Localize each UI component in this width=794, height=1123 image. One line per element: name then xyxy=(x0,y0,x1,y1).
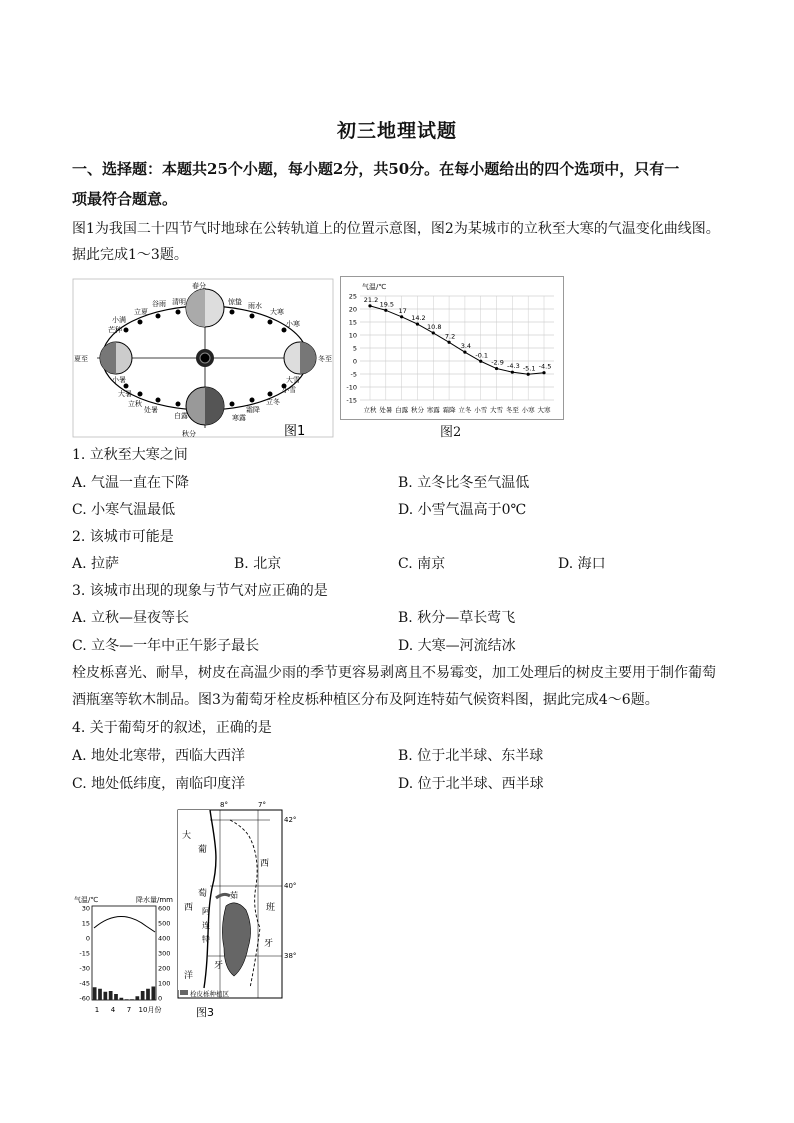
fig2-data-point xyxy=(416,322,419,325)
fig3-precip-bar xyxy=(93,987,97,1000)
fig3-xtick-1: 1 xyxy=(94,1006,100,1014)
q2-option-a: A. 拉萨 xyxy=(72,556,120,572)
fig2-data-label: -2.9 xyxy=(491,358,504,367)
figure3-portugal-map xyxy=(70,798,300,1020)
fig3-lat-38: 38° xyxy=(284,952,297,960)
fig2-xtick-label: 大寒 xyxy=(537,406,551,414)
fig3-precip-tick: 300 xyxy=(158,949,171,958)
fig2-xtick-label: 处暑 xyxy=(379,406,393,414)
svg-text:芒种: 芒种 xyxy=(108,326,122,334)
fig2-data-label: 3.4 xyxy=(460,342,472,351)
map-text-9: 阿 xyxy=(202,907,210,916)
fig2-xtick-label: 小雪 xyxy=(474,406,488,414)
q2-option-d: D. 海口 xyxy=(558,556,606,572)
fig2-data-point xyxy=(368,304,371,307)
q1-option-a: A. 气温一直在下降 xyxy=(72,475,190,491)
svg-text:处暑: 处暑 xyxy=(144,406,158,414)
page-title: 初三地理试题 xyxy=(336,120,457,142)
svg-text:小雪: 小雪 xyxy=(282,386,296,394)
map-text-11: 特 xyxy=(202,935,210,944)
fig2-data-label: -4.3 xyxy=(507,362,520,371)
fig3-precip-bar xyxy=(103,992,107,1000)
fig2-ytick-label: 0 xyxy=(352,357,357,366)
fig3-temp-tick: -45 xyxy=(79,979,90,988)
fig3-temp-tick: -30 xyxy=(79,964,90,973)
svg-text:大雪: 大雪 xyxy=(286,376,300,384)
fig3-precip-bar xyxy=(146,989,150,1000)
svg-text:冬至: 冬至 xyxy=(318,355,332,363)
q1-option-d: D. 小雪气温高于0℃ xyxy=(398,502,527,518)
fig2-xtick-label: 立秋 xyxy=(363,406,377,414)
intro2-line1: 栓皮栎喜光、耐旱，树皮在高温少雨的季节更容易剥离且不易霉变，加工处理后的树皮主要用于制作葡萄 xyxy=(72,665,716,681)
fig3-precip-bar xyxy=(135,996,139,1000)
fig2-ytick-label: -10 xyxy=(346,383,357,392)
svg-text:寒露: 寒露 xyxy=(232,414,246,422)
figure1-caption: 图1 xyxy=(284,424,306,438)
q3-option-a: A. 立秋—昼夜等长 xyxy=(72,610,190,626)
fig2-data-label: -0.1 xyxy=(475,351,489,360)
fig2-data-point xyxy=(511,371,514,374)
q2-option-c: C. 南京 xyxy=(398,556,446,572)
q4-option-c: C. 地处低纬度，南临印度洋 xyxy=(72,776,246,792)
q4-option-b: B. 位于北半球、东半球 xyxy=(398,748,544,764)
fig3-precip-tick: 500 xyxy=(158,919,171,928)
svg-text:雨水: 雨水 xyxy=(248,302,262,310)
svg-text:立夏: 立夏 xyxy=(134,308,148,316)
fig2-data-point xyxy=(527,373,530,376)
figure1-orbit-diagram xyxy=(72,278,334,438)
svg-text:小满: 小满 xyxy=(112,316,126,324)
fig3-temp-tick: -15 xyxy=(79,949,90,958)
q3-stem: 3. 该城市出现的现象与节气对应正确的是 xyxy=(72,583,328,599)
fig3-temp-tick: 15 xyxy=(81,919,90,928)
svg-text:谷雨: 谷雨 xyxy=(152,300,166,308)
fig2-ytick-label: -5 xyxy=(350,370,357,379)
fig2-xtick-label: 冬至 xyxy=(505,406,519,414)
fig2-data-point xyxy=(432,331,435,334)
svg-text:小寒: 小寒 xyxy=(286,320,300,328)
fig3-legend-swatch xyxy=(180,990,188,995)
fig3-lat-42: 42° xyxy=(284,816,297,824)
fig2-data-point xyxy=(542,371,545,374)
fig2-ytick-label: 15 xyxy=(348,318,357,327)
fig2-ytick-label: -15 xyxy=(346,396,357,405)
q3-option-c: C. 立冬—一年中正午影子最长 xyxy=(72,638,260,654)
fig3-temp-label: 气温/℃ xyxy=(74,896,99,904)
svg-text:立冬: 立冬 xyxy=(266,398,280,406)
fig2-data-label: 10.8 xyxy=(427,322,442,331)
fig2-data-point xyxy=(463,351,466,354)
svg-text:大暑: 大暑 xyxy=(118,390,132,398)
fig3-precip-bar xyxy=(98,989,102,1000)
fig2-ytick-label: 10 xyxy=(348,331,357,340)
q2-stem: 2. 该城市可能是 xyxy=(72,529,174,545)
fig3-precip-tick: 200 xyxy=(158,964,171,973)
svg-text:清明: 清明 xyxy=(172,298,186,306)
intro1-line2: 据此完成1～3题。 xyxy=(72,247,188,263)
fig2-data-label: 17 xyxy=(398,306,407,315)
fig2-data-label: 14.2 xyxy=(411,314,426,323)
fig3-precip-bar xyxy=(125,999,129,1000)
fig3-precip-bar xyxy=(151,987,155,1001)
fig3-lat-40: 40° xyxy=(284,882,297,890)
fig3-precip-tick: 0 xyxy=(158,994,163,1003)
map-text-1: 西 xyxy=(184,903,194,913)
map-text-0: 大 xyxy=(182,831,192,841)
map-text-4: 萄 xyxy=(198,889,208,899)
fig3-precip-bar xyxy=(114,994,118,1000)
map-text-7: 班 xyxy=(266,903,276,913)
fig2-data-point xyxy=(495,367,498,370)
fig2-xtick-label: 秋分 xyxy=(410,406,424,414)
fig2-data-point xyxy=(400,315,403,318)
fig3-temp-tick: 0 xyxy=(85,934,90,943)
fig2-ytick-label: 25 xyxy=(348,292,357,301)
q4-option-a: A. 地处北寒带，西临大西洋 xyxy=(72,748,246,764)
fig2-xtick-label: 小寒 xyxy=(521,406,535,414)
fig2-ytick-label: 20 xyxy=(348,305,357,314)
svg-text:秋分: 秋分 xyxy=(182,430,196,438)
q4-option-d: D. 位于北半球、西半球 xyxy=(398,776,544,792)
q1-stem: 1. 立秋至大寒之间 xyxy=(72,447,188,463)
fig2-data-label: 7.2 xyxy=(444,332,456,341)
fig3-precip-bar xyxy=(119,998,123,1000)
fig3-precip-bar xyxy=(109,991,113,1000)
section-heading-line1: 一、选择题：本题共25个小题，每小题2分，共50分。在每小题给出的四个选项中，只有一 xyxy=(72,160,680,178)
fig3-precip-label: 降水量/mm xyxy=(136,896,173,904)
figure2-temperature-chart xyxy=(340,276,562,421)
fig3-temp-tick: 30 xyxy=(81,904,90,913)
fig2-xtick-label: 大雪 xyxy=(490,406,504,414)
fig2-data-label: 21.2 xyxy=(363,295,379,304)
section-heading-line2: 项最符合题意。 xyxy=(72,190,178,208)
fig2-xtick-label: 白露 xyxy=(395,406,409,414)
fig3-temp-tick: -60 xyxy=(79,994,90,1003)
fig3-xtick-10: 10月份 xyxy=(138,1006,162,1014)
fig2-data-label: 19.5 xyxy=(379,300,395,309)
fig2-data-point xyxy=(447,341,450,344)
svg-text:白露: 白露 xyxy=(174,412,188,420)
fig3-legend: 栓皮栎种植区 xyxy=(190,990,229,998)
fig2-data-point xyxy=(384,309,387,312)
svg-text:惊蛰: 惊蛰 xyxy=(228,298,242,306)
map-text-3: 葡 xyxy=(198,845,208,855)
figure3-caption: 图3 xyxy=(196,1006,214,1019)
map-text-8: 牙 xyxy=(264,939,274,949)
svg-text:大寒: 大寒 xyxy=(270,308,284,316)
q3-option-d: D. 大寒—河流结冰 xyxy=(398,638,516,654)
fig3-precip-tick: 100 xyxy=(158,979,171,988)
fig3-lon-7: 7° xyxy=(258,801,266,809)
figure2-caption: 图2 xyxy=(440,425,462,440)
fig2-data-label: -5.1 xyxy=(522,364,536,373)
fig3-precip-bar xyxy=(130,999,134,1000)
fig2-xtick-label: 立冬 xyxy=(458,406,472,414)
fig2-xtick-label: 寒露 xyxy=(426,406,440,414)
fig3-lon-8: 8° xyxy=(220,801,228,809)
fig3-precip-tick: 400 xyxy=(158,934,171,943)
svg-text:夏至: 夏至 xyxy=(74,355,88,363)
svg-text:春分: 春分 xyxy=(192,282,206,290)
fig3-temp-curve xyxy=(94,916,155,932)
svg-text:霜降: 霜降 xyxy=(246,406,260,414)
fig2-ytick-label: 5 xyxy=(352,344,357,353)
fig2-xtick-label: 霜降 xyxy=(442,406,456,414)
fig2-data-label: -4.5 xyxy=(538,362,552,371)
q4-stem: 4. 关于葡萄牙的叙述，正确的是 xyxy=(72,720,272,736)
fig3-xtick-7: 7 xyxy=(126,1006,132,1014)
fig3-precip-bar xyxy=(141,991,145,1000)
svg-text:立秋: 立秋 xyxy=(128,400,142,408)
q3-option-b: B. 秋分—草长莺飞 xyxy=(398,610,516,626)
fig2-ylabel: 气温/℃ xyxy=(362,283,387,291)
map-text-10: 连 xyxy=(202,921,210,930)
map-text-6: 西 xyxy=(260,859,270,869)
q2-option-b: B. 北京 xyxy=(234,556,282,572)
intro1-line1: 图1为我国二十四节气时地球在公转轨道上的位置示意图，图2为某城市的立秋至大寒的气温变化曲线图。 xyxy=(72,221,720,237)
q1-option-b: B. 立冬比冬至气温低 xyxy=(398,475,530,491)
q1-option-c: C. 小寒气温最低 xyxy=(72,502,176,518)
fig3-precip-tick: 600 xyxy=(158,904,171,913)
intro2-line2: 酒瓶塞等软木制品。图3为葡萄牙栓皮栎种植区分布及阿连特茹气候资料图，据此完成4～6题。 xyxy=(72,692,659,708)
map-text-2: 洋 xyxy=(184,971,194,981)
fig3-xtick-4: 4 xyxy=(110,1006,116,1014)
map-text-12: 茹 xyxy=(230,891,238,900)
map-text-5: 牙 xyxy=(214,961,224,971)
svg-text:小暑: 小暑 xyxy=(112,376,126,384)
fig2-data-point xyxy=(479,360,482,363)
